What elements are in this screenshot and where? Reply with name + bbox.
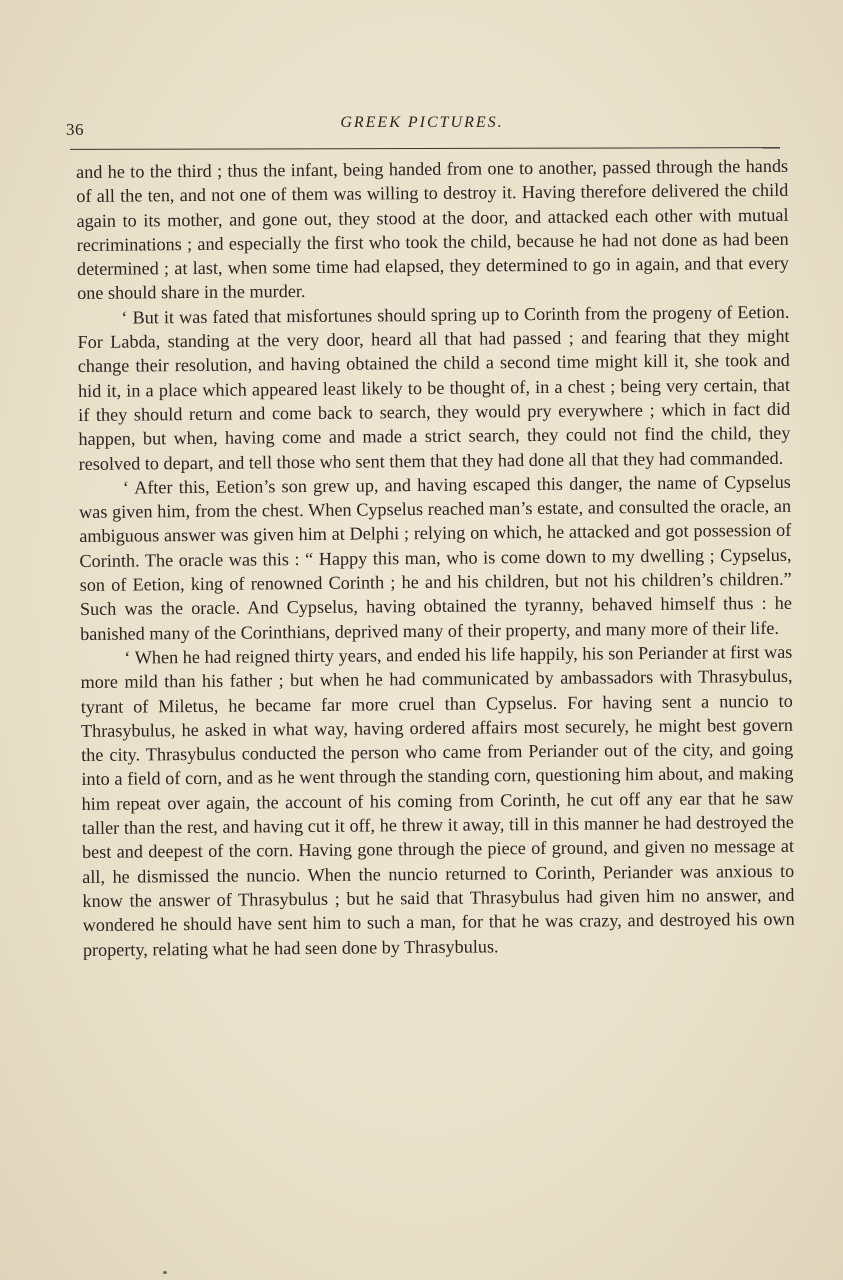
paragraph: ‘ But it was fated that misfortunes should spring up to Corinth from the progeny of Eetion. For Labda, standing at the very door, heard all that had passed ; and fearing that they might change their resolution, and having obtained the child a second time might kill it, she took and hid it, in a place which appeared least likely to be thought of, in a chest ; being very certain, that if they should return and come back to search, they would pry everywhere ; which in fact did happen, but when, having come and made a strict search, they could not find the child, they resolved to depart, and tell those who sent them that they had done all that they had commanded. xyxy=(77,301,791,474)
page-header xyxy=(62,108,782,138)
body-text xyxy=(76,154,795,962)
paragraph: and he to the third ; thus the infant, being handed from one to another, passed through the hands of all the ten, and not one of them was willing to destroy it. Having therefore delivered the child again to its mother, and gone out, they stood at the door, and attacked each other with mutual recriminations ; and especially the first who took the child, because he had not done as had been determined ; at last, when some time had elapsed, they determined to go in again, and that every one should share in the murder. xyxy=(76,155,790,304)
paragraph: ‘ When he had reigned thirty years, and ended his life happily, his son Periander at first was more mild than his father ; but when he had communicated by ambassadors with Thrasybulus, tyrant of Miletus, he became far more cruel than Cypselus. For having sent a nuncio to Thrasybulus, he asked in what way, having ordered affairs most securely, he might best govern the city. Thrasybulus conducted the person who came from Periander out of the city, and going into a field of corn, and as he went through the standing corn, questioning him about, and making him repeat over again, the account of his coming from Corinth, he cut off any ear that he saw taller than the rest, and having cut it off, he threw it away, till in this manner he had destroyed the best and deepest of the corn. Having gone through the piece of ground, and given no message at all, he dismissed the nuncio. When the nuncio returned to Corinth, Periander was anxious to know the answer of Thrasybulus ; but he said that Thrasybulus had given him no answer, and wondered he should have sent him to such a man, for that he was crazy, and destroyed his own property, relating what he had seen done by Thrasybulus. xyxy=(80,641,795,960)
paper-speck xyxy=(163,1271,167,1274)
running-head: GREEK PICTURES. xyxy=(340,114,504,131)
header-rule xyxy=(70,147,780,150)
page-number: 36 xyxy=(66,120,84,139)
paragraph: ‘ After this, Eetion’s son grew up, and having escaped this danger, the name of Cypselus was given him, from the chest. When Cypselus reached man’s estate, and consulted the oracle, an ambiguous answer was given him at Delphi ; relying on which, he attacked and got possession of Corinth. The oracle was this : “ Happy this man, who is come down to my dwelling ; Cypselus, son of Eetion, king of renowned Corinth ; he and his children, but not his children’s children.” Such was the oracle. And Cypselus, having obtained the tyranny, behaved himself thus : he banished many of the Corinthians, deprived many of their property, and many more of their life. xyxy=(78,471,792,644)
